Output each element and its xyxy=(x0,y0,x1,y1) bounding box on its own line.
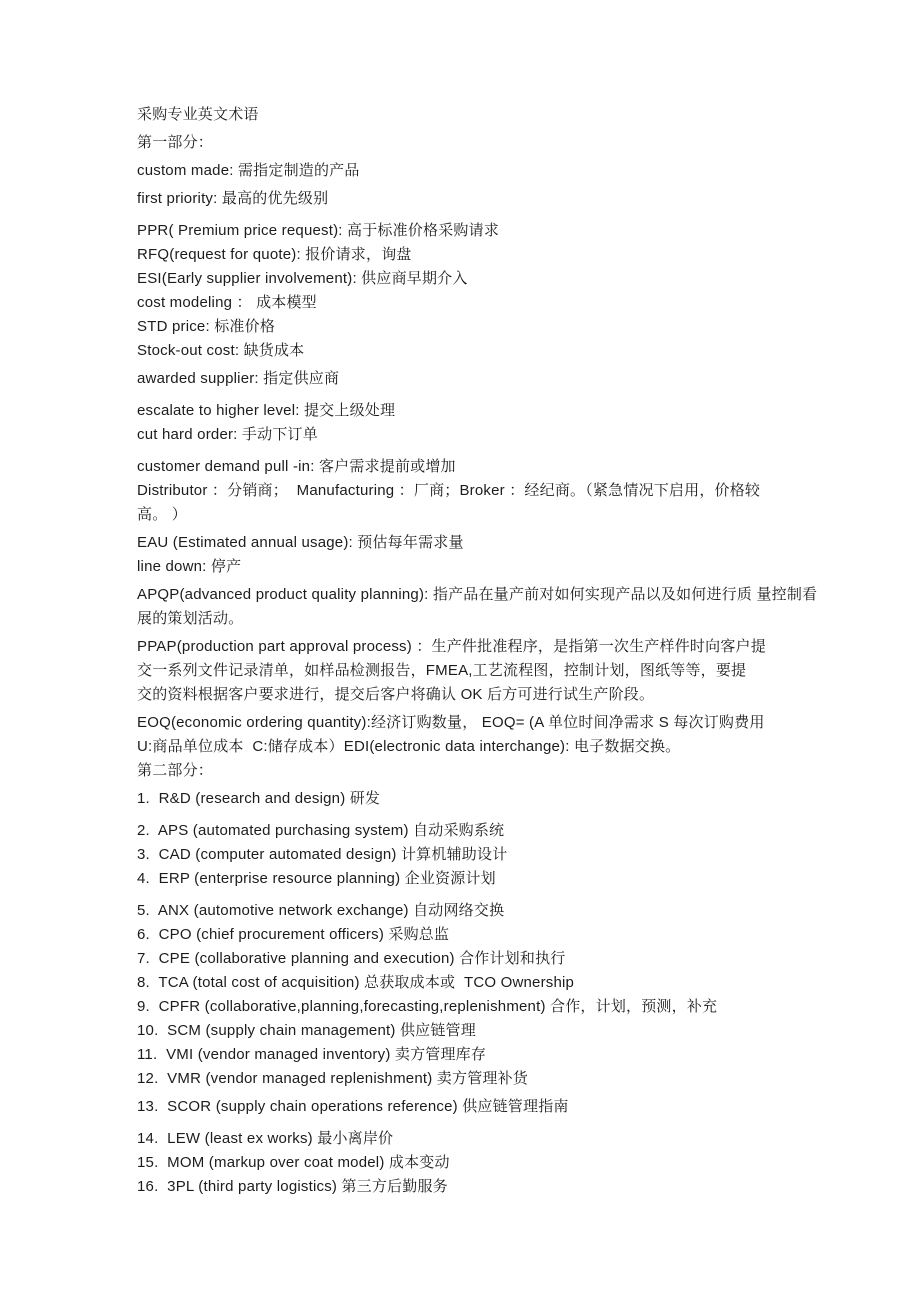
document-line: awarded supplier: 指定供应商 xyxy=(137,370,340,387)
document-body xyxy=(137,103,818,1199)
document-line: 16. 3PL (third party logistics) 第三方后勤服务 xyxy=(137,1178,448,1195)
document-line: first priority: 最高的优先级别 xyxy=(137,190,329,207)
document-line: 14. LEW (least ex works) 最小离岸价 xyxy=(137,1130,394,1147)
document-line: APQP(advanced product quality planning): 指产品在量产前对如何实现产品以及如何进行质 量控制看 xyxy=(137,586,818,603)
document-line: 2. APS (automated purchasing system) 自动采购系统 xyxy=(137,822,505,839)
document-line: 9. CPFR (collaborative,planning,forecasting,replenishment) 合作，计划，预测，补充 xyxy=(137,998,718,1015)
document-line: PPAP(production part approval process) ：生产件批准程序，是指第一次生产样件时向客户提 xyxy=(137,638,766,655)
document-line: PPR( Premium price request): 高于标准价格采购请求 xyxy=(137,222,500,239)
document-line: ESI(Early supplier involvement): 供应商早期介入 xyxy=(137,270,468,287)
document-line: 5. ANX (automotive network exchange) 自动网络交换 xyxy=(137,902,505,919)
document-line: EOQ(economic ordering quantity):经济订购数量， EOQ= (A 单位时间净需求 S 每次订购费用 xyxy=(137,714,765,731)
document-line: 采购专业英文术语 xyxy=(137,106,259,123)
document-line: U:商品单位成本 C:储存成本）EDI(electronic data interchange): 电子数据交换。 xyxy=(137,738,681,755)
document-line: 高。 ） xyxy=(137,506,187,523)
document-line: 7. CPE (collaborative planning and execution) 合作计划和执行 xyxy=(137,950,566,967)
document-line: 10. SCM (supply chain management) 供应链管理 xyxy=(137,1022,476,1039)
document-line: cut hard order: 手动下订单 xyxy=(137,426,318,443)
document-line: 1. R&D (research and design) 研发 xyxy=(137,790,381,807)
document-line: 交一系列文件记录清单，如样品检测报告，FMEA,工艺流程图，控制计划，图纸等等，要提 xyxy=(137,662,747,679)
document-line: cost modeling ： 成本模型 xyxy=(137,294,317,311)
document-line: 交的资料根据客户要求进行，提交后客户将确认 OK 后方可进行试生产阶段。 xyxy=(137,686,655,703)
document-line: 15. MOM (markup over coat model) 成本变动 xyxy=(137,1154,450,1171)
document-line: RFQ(request for quote): 报价请求，询盘 xyxy=(137,246,412,263)
document-line: custom made: 需指定制造的产品 xyxy=(137,162,360,179)
document-line: 第一部分： xyxy=(137,134,214,151)
document-line: STD price: 标准价格 xyxy=(137,318,276,335)
document-line: escalate to higher level: 提交上级处理 xyxy=(137,402,396,419)
document-line: 11. VMI (vendor managed inventory) 卖方管理库存 xyxy=(137,1046,487,1063)
document-line: 展的策划活动。 xyxy=(137,610,244,627)
document-line: 第二部分： xyxy=(137,762,214,779)
document-line: 6. CPO (chief procurement officers) 采购总监 xyxy=(137,926,450,943)
document-line: 12. VMR (vendor managed replenishment) 卖方管理补货 xyxy=(137,1070,529,1087)
document-line: Stock-out cost: 缺货成本 xyxy=(137,342,305,359)
document-line: Distributor ：分销商； Manufacturing ：厂商；Broker ：经纪商。（紧急情况下启用，价格较 xyxy=(137,482,761,499)
document-line: 3. CAD (computer automated design) 计算机辅助设计 xyxy=(137,846,508,863)
document-line: customer demand pull -in: 客户需求提前或增加 xyxy=(137,458,456,475)
document-line: 13. SCOR (supply chain operations reference) 供应链管理指南 xyxy=(137,1098,569,1115)
document-line: 4. ERP (enterprise resource planning) 企业资源计划 xyxy=(137,870,496,887)
document-line: 8. TCA (total cost of acquisition) 总获取成本或 TCO Ownership xyxy=(137,974,575,991)
document-line: EAU (Estimated annual usage): 预估每年需求量 xyxy=(137,534,464,551)
document-line: line down: 停产 xyxy=(137,558,242,575)
